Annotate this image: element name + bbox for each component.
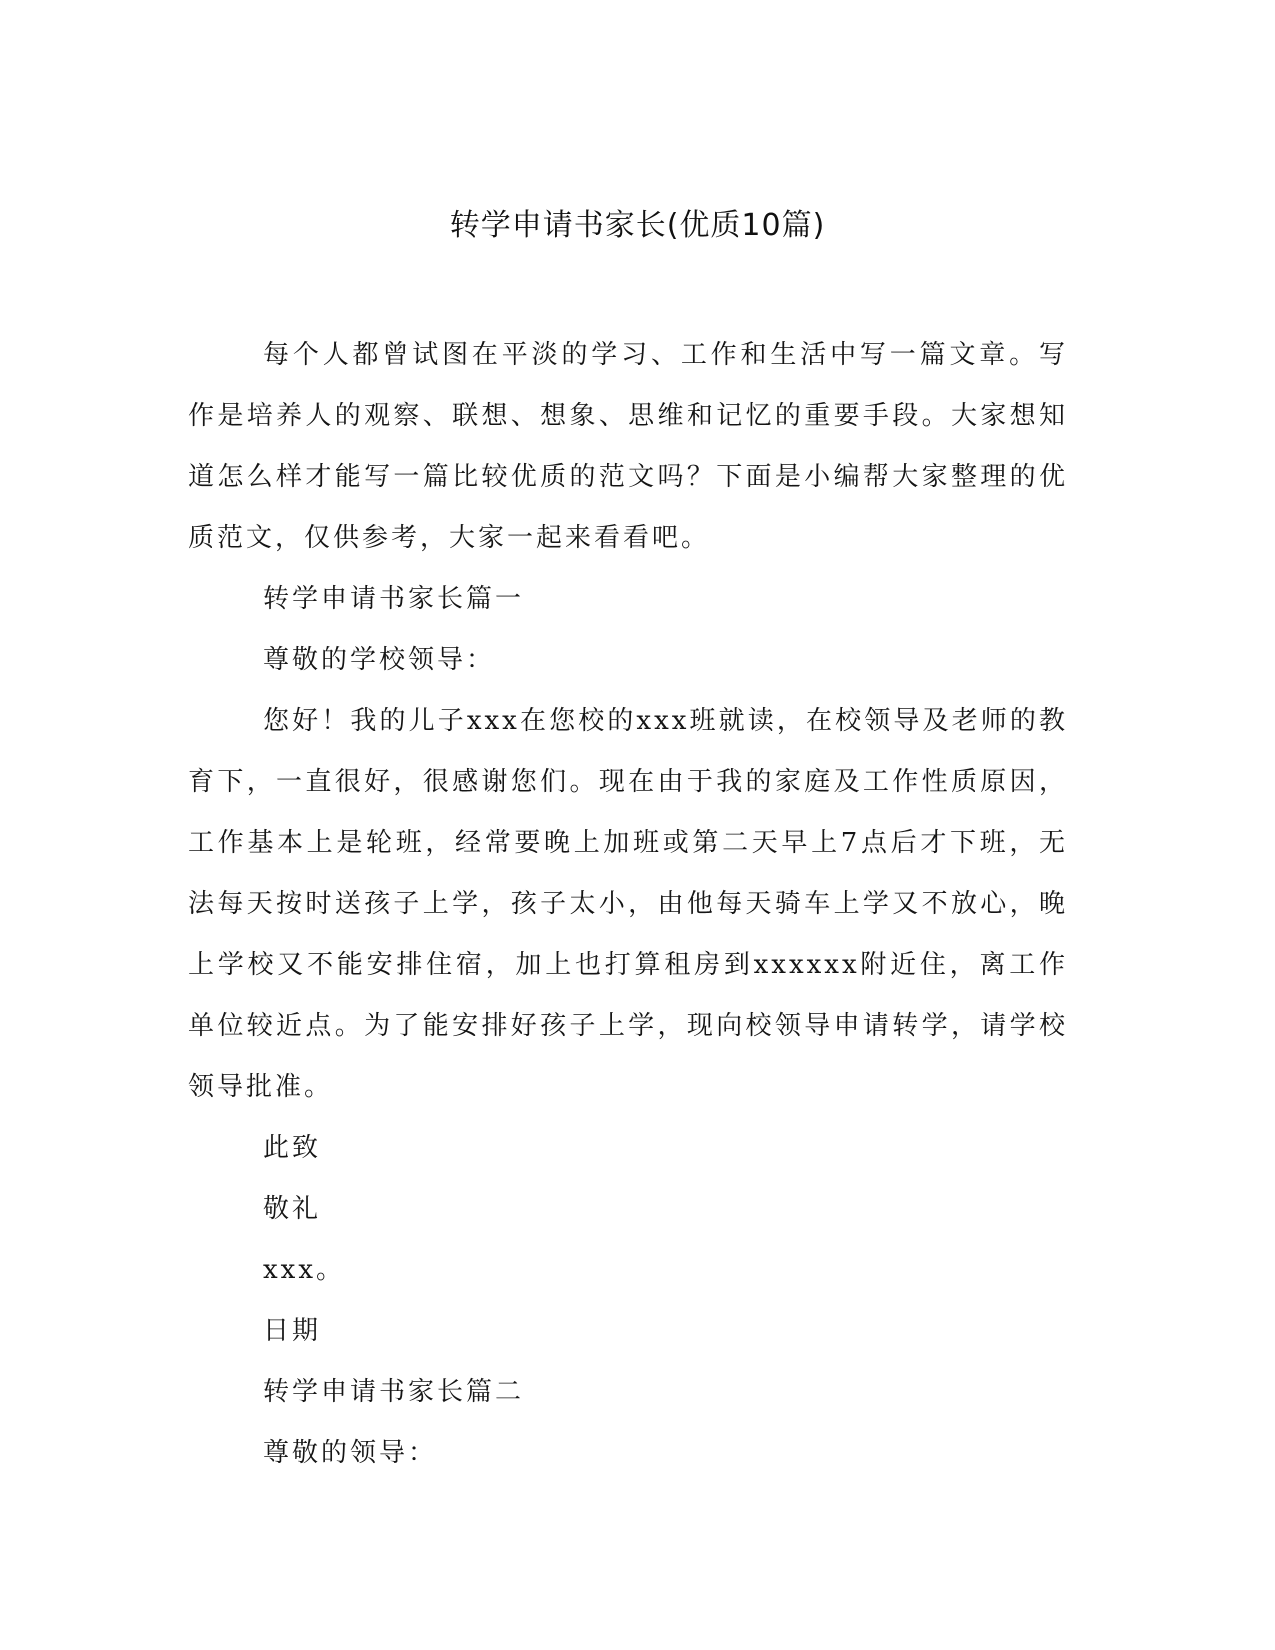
- intro-paragraph: 每个人都曾试图在平淡的学习、工作和生活中写一篇文章。写作是培养人的观察、联想、想象、思维和记忆的重要手段。大家想知道怎么样才能写一篇比较优质的范文吗？下面是小编帮大家整理的优质范文，仅供参考，大家一起来看看吧。: [188, 340, 1068, 553]
- salutation-1: 尊敬的学校领导：: [263, 645, 496, 675]
- section-heading-2: 转学申请书家长篇二: [263, 1377, 525, 1407]
- letter-body-1: 您好！我的儿子xxx在您校的xxx班就读，在校领导及老师的教育下，一直很好，很感谢您们。现在由于我的家庭及工作性质原因，工作基本上是轮班，经常要晚上加班或第二天早上7点后才下班，无法每天按时送孩子上学，孩子太小，由他每天骑车上学又不放心，晚上学校又不能安排住宿，加上也打算租房到xxxxxx附近住，离工作单位较近点。为了能安排好孩子上学，现向校领导申请转学，请学校领导批准。: [188, 706, 1068, 1102]
- closing-ci-zhi: 此致: [263, 1133, 322, 1163]
- document-title: 转学申请书家长(优质10篇): [449, 208, 826, 243]
- document-body: [188, 325, 1068, 1484]
- salutation-2: 尊敬的领导：: [263, 1438, 438, 1468]
- date-line: 日期: [263, 1316, 322, 1346]
- closing-jing-li: 敬礼: [263, 1194, 322, 1224]
- signature: xxx。: [263, 1255, 345, 1285]
- section-heading-1: 转学申请书家长篇一: [263, 584, 525, 614]
